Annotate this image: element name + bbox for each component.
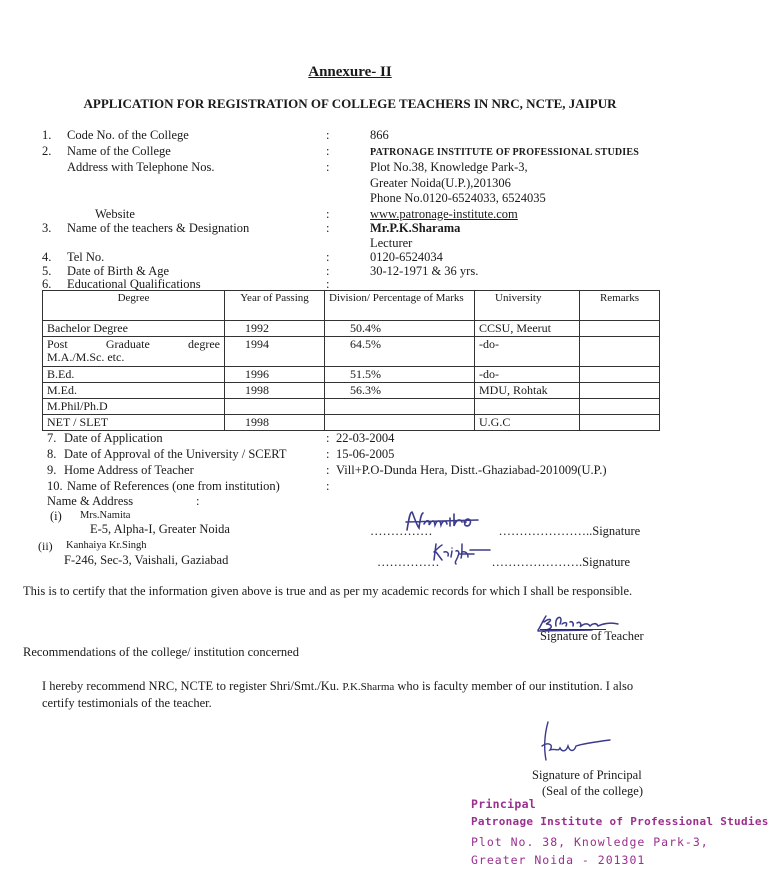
field-colon: : [326,479,330,493]
table-row [43,367,660,383]
certification-text: This is to certify that the information given above is true and as per my academic records for which I shall be responsible. [23,584,633,598]
remarks-cell [580,367,660,383]
field-label-application-date: Date of Application [64,431,163,445]
degree-pg-line2: M.A./M.Sc. etc. [47,350,125,364]
degree-cell: B.Ed. [43,367,225,383]
field-number: 8. [47,447,57,461]
field-colon: : [326,431,330,445]
remarks-cell [580,415,660,431]
degree-cell [43,337,225,367]
reference-signature-line: …………… ………………….Signature [377,555,631,569]
college-name-value: PATRONAGE INSTITUTE OF PROFESSIONAL STUDIES [370,147,640,158]
field-colon: : [326,207,330,221]
table-row [43,399,660,415]
field-colon: : [326,463,330,477]
percentage-cell: 51.5% [325,367,475,383]
address-phone-line: Phone No.0120-6524033, 6524035 [370,191,546,205]
qualifications-table [42,290,660,431]
recommendation-text: I hereby recommend NRC, NCTE to register Shri/Smt./Ku. P.K.Sharma who is faculty member of our institution. I also certify testimonials of the teacher. [42,679,634,710]
field-label-teacher: Name of the teachers & Designation [67,221,250,235]
reference-marker: (ii) [38,539,53,553]
field-label-name-address: Name & Address [47,494,134,508]
percentage-cell: 56.3% [325,383,475,399]
university-cell: U.G.C [475,415,580,431]
percentage-cell: 64.5% [325,337,475,367]
year-cell: 1998 [225,415,325,431]
address-line: Greater Noida(U.P.),201306 [370,176,511,190]
field-number: 1. [42,128,52,142]
degree-cell: M.Phil/Ph.D [43,399,225,415]
reference-marker: (i) [50,509,62,523]
website-link[interactable]: www.patronage-institute.com [370,207,518,221]
home-address-value: Vill+P.O-Dunda Hera, Distt.-Ghaziabad-201009(U.P.) [336,463,607,477]
table-header-row [43,291,660,321]
field-label-college-name: Name of the College [67,144,171,158]
field-colon: : [326,144,330,158]
degree-cell: Bachelor Degree [43,321,225,337]
table-row [43,383,660,399]
field-colon: : [196,494,200,508]
annexure-title: Annexure- II [308,64,392,80]
address-line: Plot No.38, Knowledge Park-3, [370,160,528,174]
field-colon: : [326,128,330,142]
table-row [43,337,660,367]
principal-signature [530,716,620,772]
principal-stamp-title: Principal [471,797,537,811]
table-row [43,415,660,431]
university-cell: -do- [475,367,580,383]
remarks-cell [580,399,660,415]
form-heading: APPLICATION FOR REGISTRATION OF COLLEGE TEACHERS IN NRC, NCTE, JAIPUR [83,96,617,111]
recommendations-heading: Recommendations of the college/ institution concerned [23,645,299,659]
tel-value: 0120-6524034 [370,250,443,264]
remarks-cell [580,321,660,337]
year-cell [225,399,325,415]
field-label-code: Code No. of the College [67,128,189,142]
field-number: 4. [42,250,52,264]
principal-stamp-city: Greater Noida - 201301 [471,853,646,867]
reference-name: Mrs.Namita [80,510,131,521]
university-cell: CCSU, Meerut [475,321,580,337]
teacher-name-value: Mr.P.K.Sharama [370,221,461,235]
field-number: 9. [47,463,57,477]
field-number: 3. [42,221,52,235]
field-colon: : [326,160,330,174]
field-number: 5. [42,264,52,278]
field-number: 7. [47,431,57,445]
column-header: Year of Passing [225,291,325,321]
column-header: University [475,291,580,321]
column-header: Division/ Percentage of Marks [325,291,475,321]
field-label-dob: Date of Birth & Age [67,264,170,278]
reference-name: Kanhaiya Kr.Singh [66,540,147,551]
teacher-signature-underline [540,629,606,630]
field-label-qualifications: Educational Qualifications [67,277,201,291]
college-seal-label: (Seal of the college) [542,784,643,798]
namita-signature [404,508,482,534]
reference-address: E-5, Alpha-I, Greater Noida [90,522,230,536]
column-header: Degree [43,291,225,321]
college-code-value: 866 [370,128,389,142]
percentage-cell: 50.4% [325,321,475,337]
application-date-value: 22-03-2004 [336,431,395,445]
field-label-approval-date: Date of Approval of the University / SCERT [64,447,287,461]
degree-cell: M.Ed. [43,383,225,399]
year-cell: 1996 [225,367,325,383]
principal-stamp-institute: Patronage Institute of Professional Studies [471,815,769,828]
reference-address: F-246, Sec-3, Vaishali, Gaziabad [64,553,229,567]
field-label-address: Address with Telephone Nos. [67,160,215,174]
table-row [43,321,660,337]
field-colon: : [326,250,330,264]
field-number: 6. [42,277,52,291]
field-label-references: Name of References (one from institution) [67,479,280,493]
year-cell: 1998 [225,383,325,399]
kanhaiya-signature [430,540,500,566]
field-label-tel: Tel No. [67,250,105,264]
field-label-home-address: Home Address of Teacher [64,463,194,477]
reference-signature-line: …………… …………………..Signature [370,524,641,538]
field-colon: : [326,447,330,461]
principal-stamp-address: Plot No. 38, Knowledge Park-3, [471,835,709,849]
degree-pg-line: Post Graduate degree [47,337,220,351]
field-colon: : [326,264,330,278]
year-cell: 1992 [225,321,325,337]
dob-value: 30-12-1971 & 36 yrs. [370,264,479,278]
university-cell: MDU, Rohtak [475,383,580,399]
percentage-cell [325,399,475,415]
principal-signature-label: Signature of Principal [532,768,642,782]
approval-date-value: 15-06-2005 [336,447,395,461]
university-cell: -do- [475,337,580,367]
year-cell: 1994 [225,337,325,367]
degree-cell: NET / SLET [43,415,225,431]
field-colon: : [326,221,330,235]
field-colon: : [326,277,330,291]
teacher-signature-label: Signature of Teacher [540,629,644,643]
remarks-cell [580,383,660,399]
field-number: 10. [47,479,63,493]
field-number: 2. [42,144,52,158]
column-header: Remarks [580,291,660,321]
field-label-website: Website [95,207,135,221]
remarks-cell [580,337,660,367]
university-cell [475,399,580,415]
percentage-cell [325,415,475,431]
teacher-designation-value: Lecturer [370,236,413,250]
